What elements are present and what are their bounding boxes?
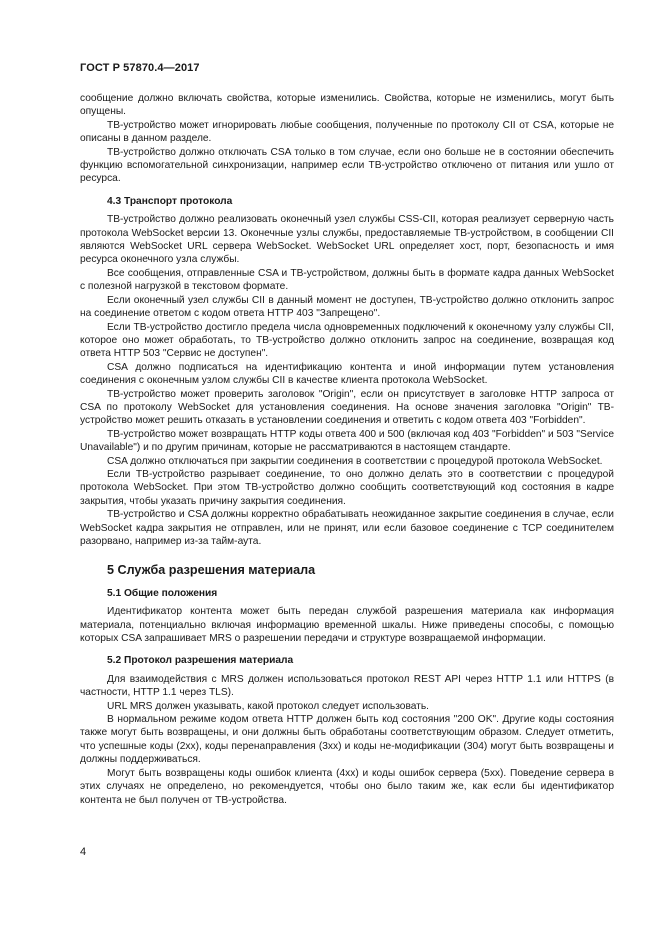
paragraph: ТВ-устройство может возвращать HTTP коды ответа 400 и 500 (включая код 403 "Forbidden" и 503 "Service Unavailable") и по другим причинам, которые не рассматриваются в настоящем стандарте.: [80, 428, 614, 454]
paragraph: CSA должно подписаться на идентификацию контента и иной информации путем установления соединения с оконечным узлом службы CII в качестве клиента протокола WebSocket.: [80, 361, 614, 387]
paragraph: сообщение должно включать свойства, которые изменились. Свойства, которые не изменились, могут быть опущены.: [80, 93, 614, 118]
paragraph: ТВ-устройство и CSA должны корректно обрабатывать неожиданное закрытие соединения в случае, если WebSocket кадра закрытия не отправлен, или не принят, или если базовое соединение с TCP соединителем разорвано, например из-за тайм-аута.: [80, 509, 614, 547]
paragraph: URL MRS должен указывать, какой протокол следует использовать.: [107, 700, 429, 712]
paragraph: Могут быть возвращены коды ошибок клиента (4xx) и коды ошибок сервера (5xx). Поведение сервера в этих случаях не определено, но рекомендуется, чтобы оно было таким же, как если бы идентификатор контента не был получен от ТВ-устройства.: [80, 767, 614, 806]
paragraph: Все сообщения, отправленные CSA и ТВ-устройством, должны быть в формате кадра данных WebSocket с полезной нагрузкой в текстовом формате.: [80, 267, 614, 293]
page-number: 4: [80, 846, 87, 858]
paragraph: В нормальном режиме кодом ответа HTTP должен быть код состояния "200 OK". Другие коды состояния также могут быть возвращены, и они должны быть обработаны соответствующим образом. Следует отметить, что успешные коды (2xx), коды перенаправления (3xx) и коды не-модификации (304) могут быть возвращены и должны поддерживаться.: [80, 714, 614, 766]
paragraph: ТВ-устройство может игнорировать любые сообщения, полученные по протоколу CII от CSA, которые не описаны в данном разделе.: [80, 119, 614, 145]
paragraph: Если оконечный узел службы CII в данный момент не доступен, ТВ-устройство должно отклонить запрос на соединение ответом с кодом ответа HTTP 403 "Запрещено".: [80, 294, 614, 320]
document-header: ГОСТ Р 57870.4—2017: [80, 62, 200, 74]
paragraph: Для взаимодействия с MRS должен использоваться протокол REST API через HTTP 1.1 или HTTPS (в частности, HTTP 1.1 через TLS).: [80, 673, 614, 699]
paragraph: ТВ-устройство должно реализовать оконечный узел службы CSS-CII, которая реализует серверную часть протокола WebSocket версии 13. Оконечные узлы службы, предоставляемые ТВ-устройством, в сообщении CII являются WebSocket URL сервера WebSocket. WebSocket URL определяет хост, порт, безопасность и имя ресурса оконечного узла службы.: [80, 214, 614, 266]
document-body: [80, 92, 614, 807]
paragraph: CSA должно отключаться при закрытии соединения в соответствии с процедурой протокола WebSocket.: [107, 455, 603, 467]
paragraph: Если ТВ-устройство разрывает соединение, то оно должно делать это в соответствии с процедурой протокола WebSocket. При этом ТВ-устройство должно сообщить соответствующий код состояния в кадре закрытия, чтобы указать причину закрытия соединения.: [80, 468, 614, 507]
paragraph: ТВ-устройство может проверить заголовок "Origin", если он присутствует в заголовке HTTP запроса от CSA по протоколу WebSocket для установления соединения. На основе значения заголовка "Origin" ТВ-устройство может решить отказать в установлении соединения и ответить с кодом ответа 403 "Forbidden".: [80, 388, 614, 427]
section-heading-5-1: 5.1 Общие положения: [107, 587, 218, 599]
section-heading-5-2: 5.2 Протокол разрешения материала: [107, 655, 294, 667]
section-heading-5: 5 Служба разрешения материала: [107, 563, 316, 578]
paragraph: Идентификатор контента может быть передан службой разрешения материала как информация материала, потенциально включая информацию временной шкалы. Ниже приведены способы, с помощью которых CSA запрашивает MRS о разрешении передачи и структуре возвращаемой информации.: [80, 606, 614, 645]
paragraph: ТВ-устройство должно отключать CSA только в том случае, если оно больше не в состоянии обеспечить функцию вспомогательной синхронизации, например если ТВ-устройство отключено от питания или ушло от ресурса.: [80, 146, 614, 185]
paragraph: Если ТВ-устройство достигло предела числа одновременных подключений к оконечному узлу службы CII, которое оно может обработать, то ТВ-устройство должно отклонить запрос на соединение, возвращая код ответа HTTP 503 "Сервис не доступен".: [80, 321, 614, 360]
section-heading-4-3: 4.3 Транспорт протокола: [107, 195, 233, 207]
